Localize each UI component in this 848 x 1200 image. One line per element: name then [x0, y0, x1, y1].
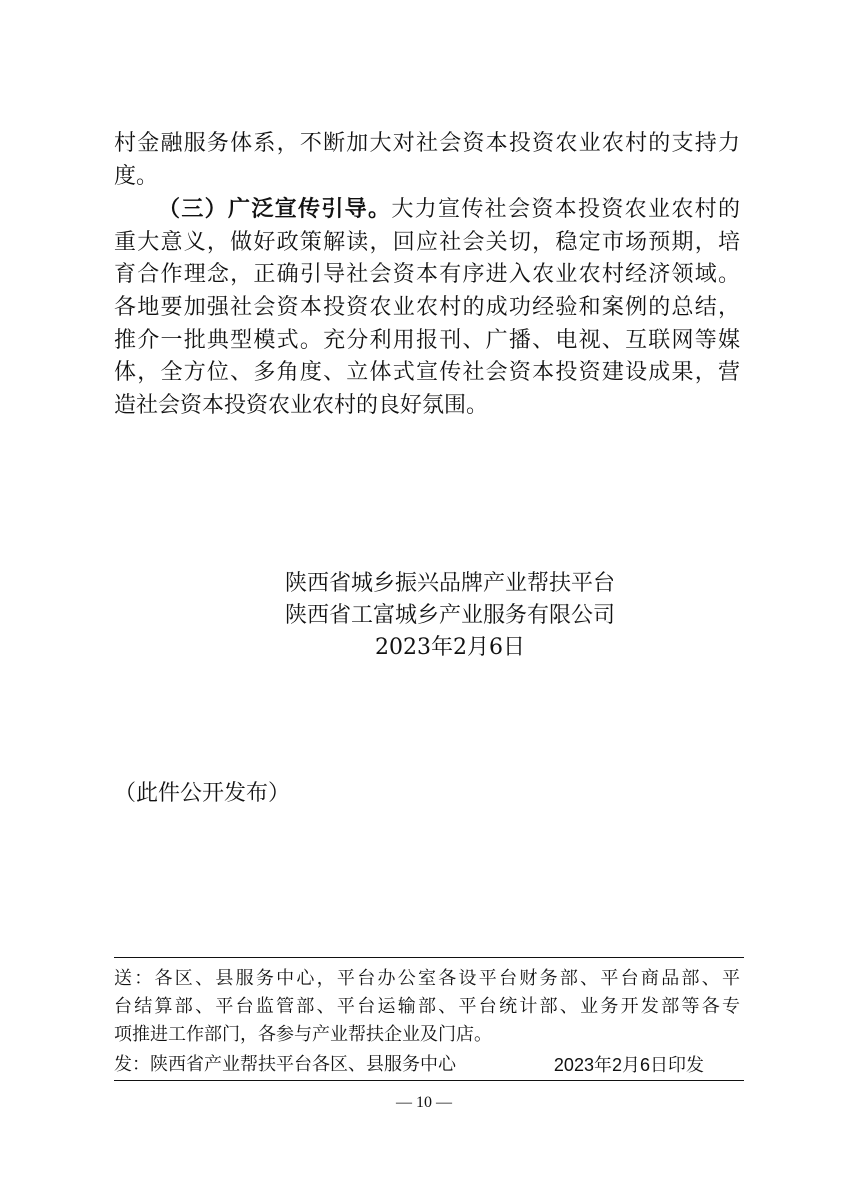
- distribution-line: 项推进工作部门，各参与产业帮扶企业及门店。: [114, 1024, 492, 1045]
- distribution-line: 送：各区、县服务中心，平台办公室各设平台财务部、平台商品部、平: [114, 968, 740, 989]
- signature-date: 2023年2月6日: [375, 635, 525, 660]
- issuance-line: [114, 1052, 740, 1078]
- section3-line: 推介一批典型模式。充分利用报刊、广播、电视、互联网等媒: [114, 327, 740, 353]
- page-number: — 10 —: [396, 1094, 452, 1111]
- issuer: 发：陕西省产业帮扶平台各区、县服务中心: [114, 1054, 456, 1075]
- issue-date: 2023年2月6日印发: [553, 1055, 704, 1075]
- body-line-2: 度。: [114, 163, 159, 189]
- body-line-1: 村金融服务体系，不断加大对社会资本投资农业农村的支持力: [114, 131, 740, 156]
- distribution-bottom-rule: [114, 1080, 744, 1081]
- section3-line: 重大意义，做好政策解读，回应社会关切，稳定市场预期，培: [114, 229, 740, 255]
- section3-line: 育合作理念，正确引导社会资本有序进入农业农村经济领域。: [114, 262, 740, 288]
- section3-heading: （三）广泛宣传引导。: [158, 196, 392, 223]
- body-text: [114, 128, 740, 422]
- signature-org-2: 陕西省工富城乡产业服务有限公司: [284, 603, 615, 628]
- release-note: （此件公开发布）: [114, 781, 291, 806]
- distribution-line: 台结算部、平台监管部、平台运输部、平台统计部、业务开发部等各专: [114, 996, 740, 1017]
- distribution-top-rule: [114, 957, 744, 958]
- distribution-list: [114, 965, 740, 1049]
- section3-first-line-text: 大力宣传社会资本投资农业农村的: [391, 197, 740, 223]
- signature-block: [240, 568, 660, 664]
- section3-line: 体，全方位、多角度、立体式宣传社会资本投资建设成果，营: [114, 360, 740, 386]
- section3-first-line: [114, 193, 740, 227]
- section3-line: 各地要加强社会资本投资农业农村的成功经验和案例的总结，: [114, 294, 740, 320]
- section3-line: 造社会资本投资农业农村的良好氛围。: [114, 392, 489, 418]
- signature-org-1: 陕西省城乡振兴品牌产业帮扶平台: [284, 571, 615, 596]
